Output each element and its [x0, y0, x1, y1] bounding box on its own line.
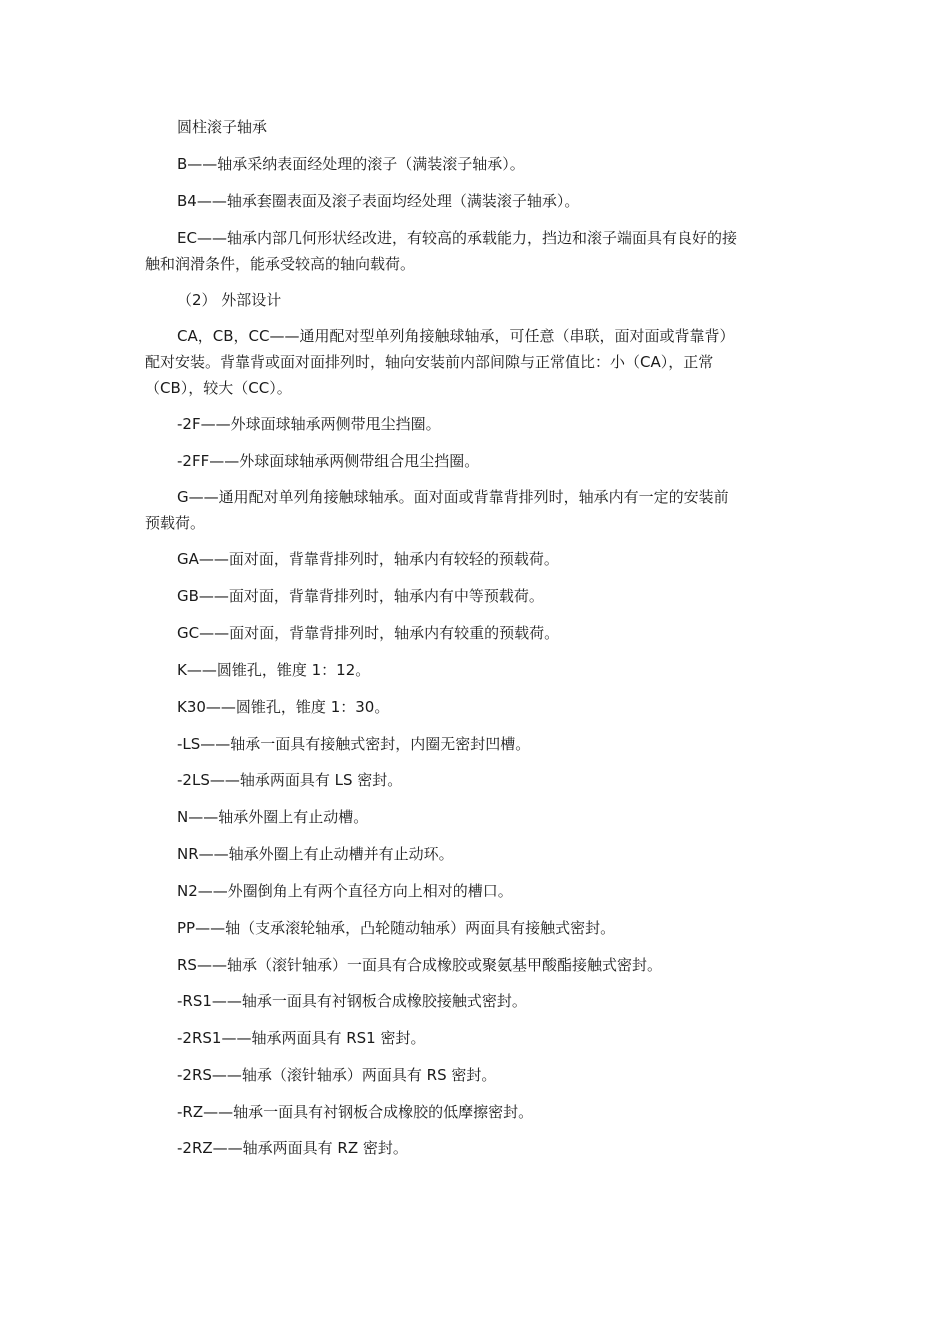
paragraph-first-line: GB——面对面，背靠背排列时，轴承内有中等预载荷。 [177, 587, 544, 605]
paragraph-first-line: B4——轴承套圈表面及滚子表面均经处理（满装滚子轴承）。 [177, 192, 580, 210]
paragraph-first-line: NR——轴承外圈上有止动槽并有止动环。 [177, 845, 454, 863]
paragraph-first-line: K30——圆锥孔，锥度 1：30。 [177, 698, 390, 716]
paragraph-continuation-line: 预载荷。 [145, 514, 206, 532]
paragraph-first-line: G——通用配对单列角接触球轴承。面对面或背靠背排列时，轴承内有一定的安装前 [177, 488, 729, 506]
paragraph-first-line: -LS——轴承一面具有接触式密封，内圈无密封凹槽。 [177, 735, 531, 753]
paragraph-first-line: GC——面对面，背靠背排列时，轴承内有较重的预载荷。 [177, 624, 560, 642]
paragraph-first-line: -RS1——轴承一面具有衬钢板合成橡胶接触式密封。 [177, 992, 527, 1010]
paragraph-first-line: B——轴承采纳表面经处理的滚子（满装滚子轴承）。 [177, 155, 525, 173]
paragraph-first-line: -2LS——轴承两面具有 LS 密封。 [177, 771, 403, 789]
paragraph-first-line: N——轴承外圈上有止动槽。 [177, 808, 369, 826]
paragraph-continuation-line: （CB），较大（CC）。 [145, 379, 292, 397]
paragraph-first-line: GA——面对面，背靠背排列时，轴承内有较轻的预载荷。 [177, 550, 559, 568]
paragraph-first-line: RS——轴承（滚针轴承）一面具有合成橡胶或聚氨基甲酸酯接触式密封。 [177, 956, 662, 974]
paragraph-first-line: K——圆锥孔，锥度 1：12。 [177, 661, 371, 679]
paragraph-first-line: -2RS1——轴承两面具有 RS1 密封。 [177, 1029, 426, 1047]
paragraph-first-line: -2RZ——轴承两面具有 RZ 密封。 [177, 1139, 408, 1157]
paragraph-continuation-line: 触和润滑条件，能承受较高的轴向载荷。 [145, 255, 416, 273]
paragraph-first-line: EC——轴承内部几何形状经改进，有较高的承载能力，挡边和滚子端面具有良好的接 [177, 229, 737, 247]
paragraph-first-line: -RZ——轴承一面具有衬钢板合成橡胶的低摩擦密封。 [177, 1103, 534, 1121]
paragraph-continuation-line: 配对安装。背靠背或面对面排列时，轴向安装前内部间隙与正常值比：小（CA），正常 [145, 353, 714, 371]
paragraph-first-line: -2RS——轴承（滚针轴承）两面具有 RS 密封。 [177, 1066, 497, 1084]
paragraph-first-line: CA，CB，CC——通用配对型单列角接触球轴承，可任意（串联，面对面或背靠背） [177, 327, 735, 345]
paragraph-first-line: -2FF——外球面球轴承两侧带组合甩尘挡圈。 [177, 452, 480, 470]
paragraph-first-line: PP——轴（支承滚轮轴承，凸轮随动轴承）两面具有接触式密封。 [177, 919, 616, 937]
paragraph-first-line: N2——外圈倒角上有两个直径方向上相对的槽口。 [177, 882, 513, 900]
paragraph-first-line: -2F——外球面球轴承两侧带甩尘挡圈。 [177, 415, 441, 433]
paragraph-first-line: （2） 外部设计 [177, 291, 282, 309]
paragraph-first-line: 圆柱滚子轴承 [177, 118, 268, 136]
